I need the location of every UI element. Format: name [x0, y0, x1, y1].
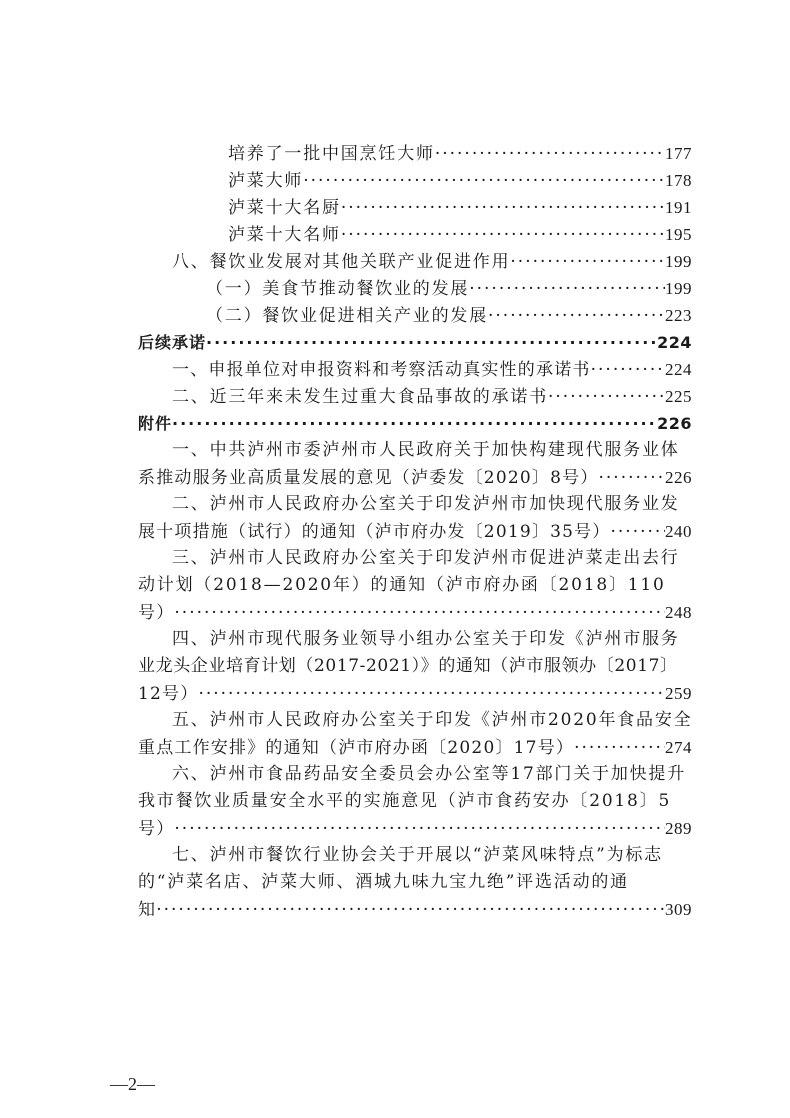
toc-entry-title: 八、餐饮业发展对其他关联产业促进作用 — [172, 252, 511, 272]
leader-dots — [174, 600, 665, 627]
toc-entry[interactable] — [138, 302, 692, 329]
toc-entry-title: 泸菜十大名厨 — [228, 198, 341, 218]
leader-dots — [341, 195, 665, 222]
toc-section-page: 226 — [657, 414, 692, 433]
leader-dots — [172, 410, 657, 437]
entry-line: 系推动服务业高质量发展的意见（泸委发〔2020〕8号） — [138, 468, 599, 488]
entry-line: 动计划（2018—2020年）的通知（泸市府办函〔2018〕110 — [138, 575, 666, 595]
toc-entry[interactable] — [138, 383, 692, 410]
entry-line: 12号） — [138, 684, 199, 704]
toc-entry-page: 289 — [665, 819, 692, 838]
entry-last-line — [138, 896, 692, 923]
toc-section-page: 224 — [657, 333, 692, 352]
attachment-entry-6[interactable] — [138, 761, 692, 842]
entry-line: 号） — [138, 603, 175, 623]
attachment-entry-2[interactable] — [138, 491, 692, 545]
entry-last-line — [138, 734, 692, 761]
toc-entry-title: （一）美食节推动餐饮业的发展 — [206, 279, 470, 299]
toc-section[interactable] — [138, 410, 692, 437]
toc-entry[interactable] — [138, 248, 692, 275]
toc-entry[interactable] — [138, 356, 692, 383]
toc-entry[interactable] — [138, 140, 692, 167]
toc-entry-title: 一、申报单位对申报资料和考察活动真实性的承诺书 — [172, 360, 591, 380]
leader-dots — [174, 816, 665, 843]
toc-entry[interactable] — [138, 194, 692, 221]
toc-entry[interactable] — [138, 221, 692, 248]
leader-dots — [574, 735, 665, 762]
leader-dots — [206, 329, 657, 356]
toc-entry-page: 199 — [665, 279, 692, 298]
attachment-entry-4[interactable] — [138, 626, 692, 707]
entry-line: 展十项措施（试行）的通知（泸市府办发〔2019〕35号） — [138, 522, 611, 542]
attachment-entry-7[interactable] — [138, 842, 692, 923]
toc-entry-page: 195 — [665, 225, 692, 244]
attachment-entry-1[interactable] — [138, 437, 692, 491]
toc-entry-page: 199 — [665, 252, 692, 271]
toc-entry-page: 259 — [665, 684, 692, 703]
toc-entry-page: 178 — [665, 171, 692, 190]
leader-dots — [611, 519, 666, 546]
toc-entry[interactable] — [138, 167, 692, 194]
leader-dots — [303, 168, 665, 195]
toc-entry-title: 二、近三年来未发生过重大食品事故的承诺书 — [172, 387, 548, 407]
toc-entry-page: 274 — [665, 738, 692, 757]
toc-entry-title: 泸菜十大名师 — [228, 225, 341, 245]
toc-section-title: 后续承诺 — [138, 333, 207, 352]
entry-last-line — [138, 815, 692, 842]
entry-line: 知 — [138, 900, 157, 920]
entry-line: 二、泸州市人民政府办公室关于印发泸州市加快现代服务业发 — [172, 494, 680, 514]
toc-entry-page: 226 — [665, 468, 692, 487]
leader-dots — [548, 384, 665, 411]
toc-entry[interactable] — [138, 275, 692, 302]
toc-entry-title: 泸菜大师 — [228, 171, 304, 191]
leader-dots — [510, 249, 665, 276]
leader-dots — [469, 276, 665, 303]
leader-dots — [591, 357, 665, 384]
entry-line: 四、泸州市现代服务业领导小组办公室关于印发《泸州市服务 — [172, 629, 680, 649]
attachment-entry-3[interactable] — [138, 545, 692, 626]
toc-section[interactable] — [138, 329, 692, 356]
entry-line: 重点工作安排》的通知（泸市府办函〔2020〕17号） — [138, 738, 575, 758]
entry-last-line — [138, 599, 692, 626]
entry-last-line — [138, 518, 692, 545]
leader-dots — [488, 303, 665, 330]
table-of-contents — [138, 140, 692, 923]
entry-line: 的“泸菜名店、泸菜大师、酒城九味九宝九绝”评选活动的通 — [138, 872, 629, 892]
entry-line: 七、泸州市餐饮行业协会关于开展以“泸菜风味特点”为标志 — [172, 845, 663, 865]
entry-line: 六、泸州市食品药品安全委员会办公室等17部门关于加快提升 — [172, 764, 687, 784]
entry-line: 五、泸州市人民政府办公室关于印发《泸州市2020年食品安全 — [172, 710, 693, 730]
toc-entry-title: （二）餐饮业促进相关产业的发展 — [206, 306, 488, 326]
toc-entry-page: 240 — [665, 522, 692, 541]
entry-line: 一、中共泸州市委泸州市人民政府关于加快构建现代服务业体 — [172, 440, 680, 460]
entry-last-line — [138, 464, 692, 491]
toc-entry-page: 223 — [665, 306, 692, 325]
entry-line: 三、泸州市人民政府办公室关于印发泸州市促进泸菜走出去行 — [172, 548, 680, 568]
toc-entry-title: 培养了一批中国烹饪大师 — [228, 144, 435, 164]
entry-line: 业龙头企业培育计划（2017-2021）》的通知（泸市服领办〔2017〕 — [138, 656, 678, 676]
leader-dots — [435, 141, 665, 168]
toc-entry-page: 191 — [665, 198, 692, 217]
leader-dots — [341, 222, 665, 249]
attachment-entry-5[interactable] — [138, 707, 692, 761]
leader-dots — [598, 465, 665, 492]
toc-entry-page: 309 — [665, 900, 692, 919]
leader-dots — [198, 681, 665, 708]
entry-line: 号） — [138, 819, 175, 839]
toc-entry-page: 177 — [665, 144, 692, 163]
toc-entry-page: 248 — [665, 603, 692, 622]
toc-section-title: 附件 — [138, 414, 173, 433]
entry-line: 我市餐饮业质量安全水平的实施意见（泸市食药安办〔2018〕5 — [138, 791, 672, 811]
toc-entry-page: 225 — [665, 387, 692, 406]
entry-last-line — [138, 680, 692, 707]
toc-entry-page: 224 — [665, 360, 692, 379]
page-number: —2— — [110, 1074, 155, 1094]
leader-dots — [156, 897, 665, 924]
